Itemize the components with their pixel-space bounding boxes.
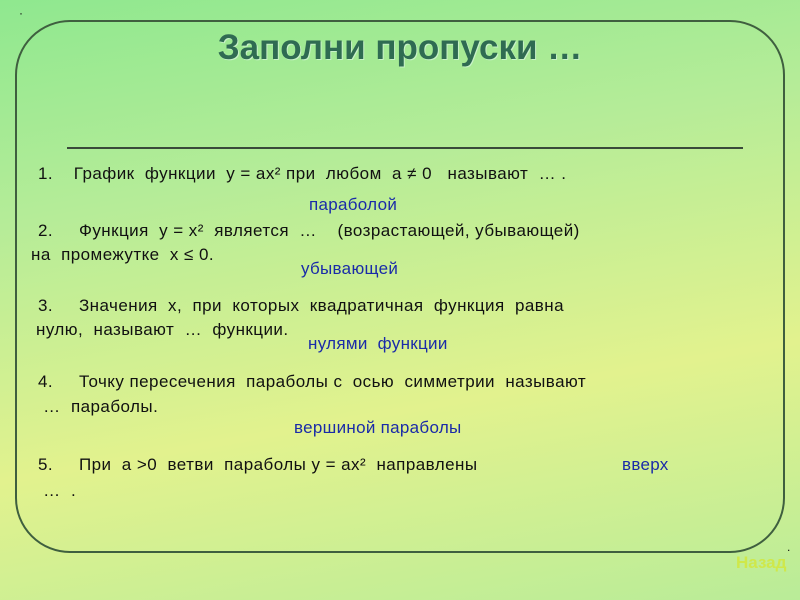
item-4-line-2: … параболы. [38, 397, 159, 416]
item-3-line-2: нулю, называют … функции. [36, 320, 289, 339]
item-2-line-2: на промежутке х ≤ 0. [31, 245, 215, 264]
item-5-line-2: … . [38, 481, 77, 500]
item-3-line-1: 3. Значения х, при которых квадратичная функция равна [38, 296, 564, 315]
item-4-line-1: 4. Точку пересечения параболы с осью симметрии называют [38, 372, 587, 391]
corner-dot-top: · [19, 6, 23, 20]
item-4-answer: вершиной параболы [294, 418, 462, 437]
item-5-line-1: 5. При а >0 ветви параболы у = ах² направлены [38, 455, 478, 474]
item-1-answer: параболой [309, 195, 398, 214]
item-2-answer: убывающей [301, 259, 399, 278]
item-2-line-1: 2. Функция у = х² является … (возрастающей, убывающей) [38, 221, 580, 240]
item-1-line-1: 1. График функции у = ах² при любом а ≠ 0 называют … . [38, 164, 567, 183]
back-link[interactable]: Назад [736, 553, 787, 572]
divider-rule [67, 147, 743, 149]
corner-dot-bottom: . [787, 540, 791, 554]
slide-title: Заполни пропуски … [217, 28, 583, 67]
item-5-answer: вверх [622, 455, 669, 474]
item-3-answer: нулями функции [308, 334, 448, 353]
